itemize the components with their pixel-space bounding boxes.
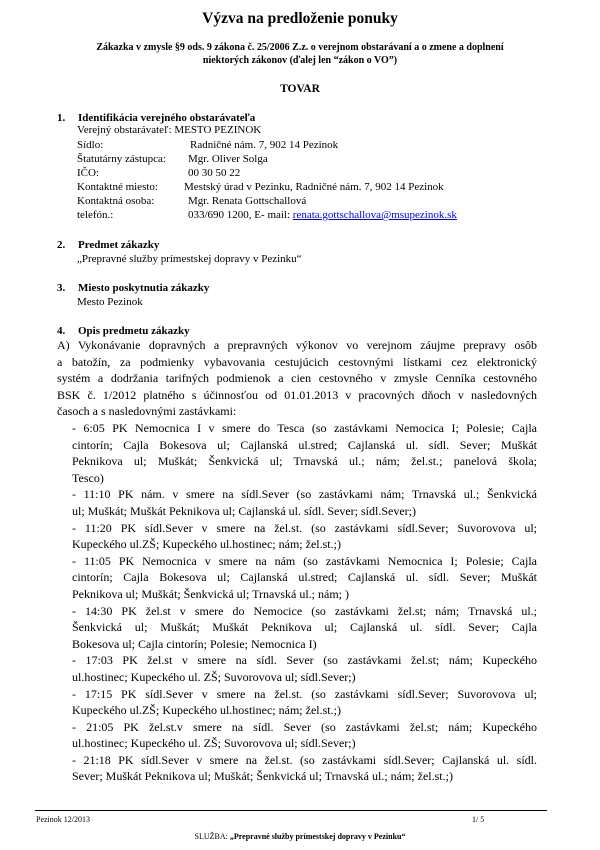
phone-label: telefón.: — [77, 209, 114, 221]
intro-line: BSK č. 1/2012 platného s účinnosťou od 01.01.2013 v pracovných dňoch v nasledovných — [57, 387, 537, 402]
intro-line: systém a dodržania tarifných podmienok a cien cestovného v zmysle Cenníka cestovného — [57, 371, 537, 386]
ico-value: 00 30 50 22 — [188, 167, 241, 179]
section-4-intro — [57, 337, 537, 420]
section-3-title: Miesto poskytnutia zákazky — [78, 282, 210, 294]
document-title: Výzva na predloženie ponuky — [202, 10, 398, 27]
representative-value: Mgr. Oliver Solga — [188, 153, 268, 165]
section-1-title: Identifikácia verejného obstarávateľa — [78, 112, 256, 124]
intro-line: a batožín, za podmienky vybavovania cestujúcich cestovnými lístkami cez elektronický — [57, 354, 537, 369]
stops-line: Peknikova ul; Muškát; Šenkvická ul; Trnavská ul.; nám; ) — [72, 586, 349, 601]
phone-email-line — [188, 209, 457, 221]
representative-label: Štatutárny zástupca: — [77, 153, 166, 165]
stops-line: - 21:18 PK sídl.Sever v smere na žel.st. (so zastávkami sídl.Sever; Cajlanská ul. sídl. — [72, 752, 537, 767]
section-2-title: Predmet zákazky — [78, 239, 160, 251]
stops-line: - 14:30 PK žel.st v smere do Nemocice (so zastávkami žel.st; nám; Trnavská ul.; — [72, 603, 537, 618]
intro-line: časoch a s nasledovnými zastávkami: — [57, 404, 237, 419]
contact-person-label: Kontaktná osoba: — [77, 195, 155, 207]
seat-label: Sídlo: — [77, 139, 104, 151]
phone-value: 033/690 1200, E- mail: — [188, 209, 293, 221]
stops-line: Kupeckého ul.ZŠ; Kupeckého ul.hostinec; nám; žel.st.;) — [72, 703, 341, 718]
stops-line: - 21:05 PK žel.st.v smere na sídl. Sever (so zastávkami žel.st; nám; Kupeckého — [72, 719, 537, 734]
stops-line: Bokesova ul; Cajla cintorín; Polesie; Nemocnica I) — [72, 636, 317, 651]
footer-page-number: 1/ 5 — [472, 815, 485, 824]
footer-service — [0, 832, 600, 841]
stops-line: - 17:15 PK sídl.Sever v smere na žel.st. (so zastávkami sídl.Sever; Suvorovova ul; — [72, 686, 537, 701]
section-4-heading — [57, 325, 190, 337]
contact-person-value: Mgr. Renata Gottschallová — [188, 195, 307, 207]
stops-line: Tesco) — [72, 470, 104, 485]
section-1-heading — [57, 112, 255, 124]
stops-line: - 11:20 PK sídl.Sever v smere na žel.st. (so zastávkami sídl.Sever; Suvorovova ul; — [72, 520, 537, 535]
section-3-text: Mesto Pezinok — [77, 296, 143, 308]
contact-place-value: Mestský úrad v Pezinku, Radničné nám. 7, 902 14 Pezinok — [184, 181, 444, 193]
email-link[interactable]: renata.gottschallova@msupezinok.sk — [292, 209, 457, 221]
section-4-number: 4. — [57, 325, 66, 337]
stops-line: - 17:03 PK žel.st v smere na sídl. Sever (so zastávkami žel.st; nám; Kupeckého — [72, 653, 537, 668]
footer-service-label: SLUŽBA: — [194, 832, 228, 841]
contracting-authority-label: Verejný obstarávateľ: MESTO PEZINOK — [77, 124, 262, 136]
stops-line: Kupeckého ul.ZŠ; Kupeckého ul.hostinec; nám; žel.st.;) — [72, 537, 341, 552]
stops-list — [72, 420, 537, 785]
stops-line: - 6:05 PK Nemocnica I v smere do Tesca (so zastávkami Nemocica I; Polesie; Cajla — [72, 421, 537, 435]
stops-line: ul; Muškát; Muškát Peknikova ul; Cajlanská ul. sídl. Sever; sídl.Sever;) — [72, 503, 416, 518]
seat-value: Radničné nám. 7, 902 14 Pezinok — [190, 139, 339, 151]
ico-label: IČO: — [77, 167, 99, 179]
stops-line: ul.hostinec; Kupeckého ul. ZŠ; Suvorovova ul; sídl.Sever;) — [72, 669, 356, 684]
section-3-heading — [57, 282, 209, 294]
footer-service-text: „Prepravné služby prímestskej dopravy v Pezinku“ — [229, 832, 406, 841]
section-4-title: Opis predmetu zákazky — [78, 325, 190, 337]
contact-place-label: Kontaktné miesto: — [77, 181, 158, 193]
section-2-number: 2. — [57, 239, 66, 251]
stops-line: Sever; Muškát Peknikova ul; Muškát; Šenkvická ul; Trnavská ul.; nám; žel.st.;) — [72, 769, 453, 784]
section-1-number: 1. — [57, 112, 66, 124]
stops-line: - 11:05 PK Nemocnica v smere na nám (so zastávkami Nemocnica I; Polesie; Cajla — [72, 553, 537, 568]
intro-line: A) Vykonávanie dopravných a prepravných výkonov vo verejnom záujme prepravy osôb — [57, 338, 537, 352]
subtitle-line-1: Zákazka v zmysle §9 ods. 9 zákona č. 25/2006 Z.z. o verejnom obstarávaní a o zmene a doplnení — [96, 42, 504, 53]
footer-date: Pezinok 12/2013 — [36, 815, 90, 824]
footer-divider — [35, 810, 547, 811]
stops-line: ul.hostinec; Kupeckého ul. ZŠ; Suvorovova ul; sídl.Sever;) — [72, 736, 356, 751]
category-heading: TOVAR — [280, 83, 320, 95]
stops-line: - 11:10 PK nám. v smere na sídl.Sever (so zastávkami nám; Trnavská ul.; Šenkvická — [72, 487, 537, 502]
stops-line: cintorín; Cajla Bokesova ul; Cajlanská ul.stred; Cajlanská ul. sídl. Sever; Muškát — [72, 570, 537, 585]
stops-line: Peknikova ul; Muškát; Šenkvická ul; Trnavská ul.; nám; žel.st.; panelová škola; — [72, 454, 537, 469]
stops-line: Šenkvická ul; Muškát; Muškát Peknikova ul; Cajlanská ul. sídl. Sever; Cajla — [72, 620, 537, 635]
subtitle-line-2: niektorých zákonov (ďalej len “zákon o VO”) — [202, 55, 398, 66]
section-2-heading — [57, 239, 159, 251]
stops-line: cintorín; Cajla Bokesova ul; Cajlanská ul.stred; Cajlanská ul. sídl. Sever; Muškát — [72, 437, 537, 452]
section-3-number: 3. — [57, 282, 66, 294]
document-subtitle — [50, 41, 550, 67]
section-2-text: „Prepravné služby prímestskej dopravy v Pezinku“ — [77, 253, 302, 265]
